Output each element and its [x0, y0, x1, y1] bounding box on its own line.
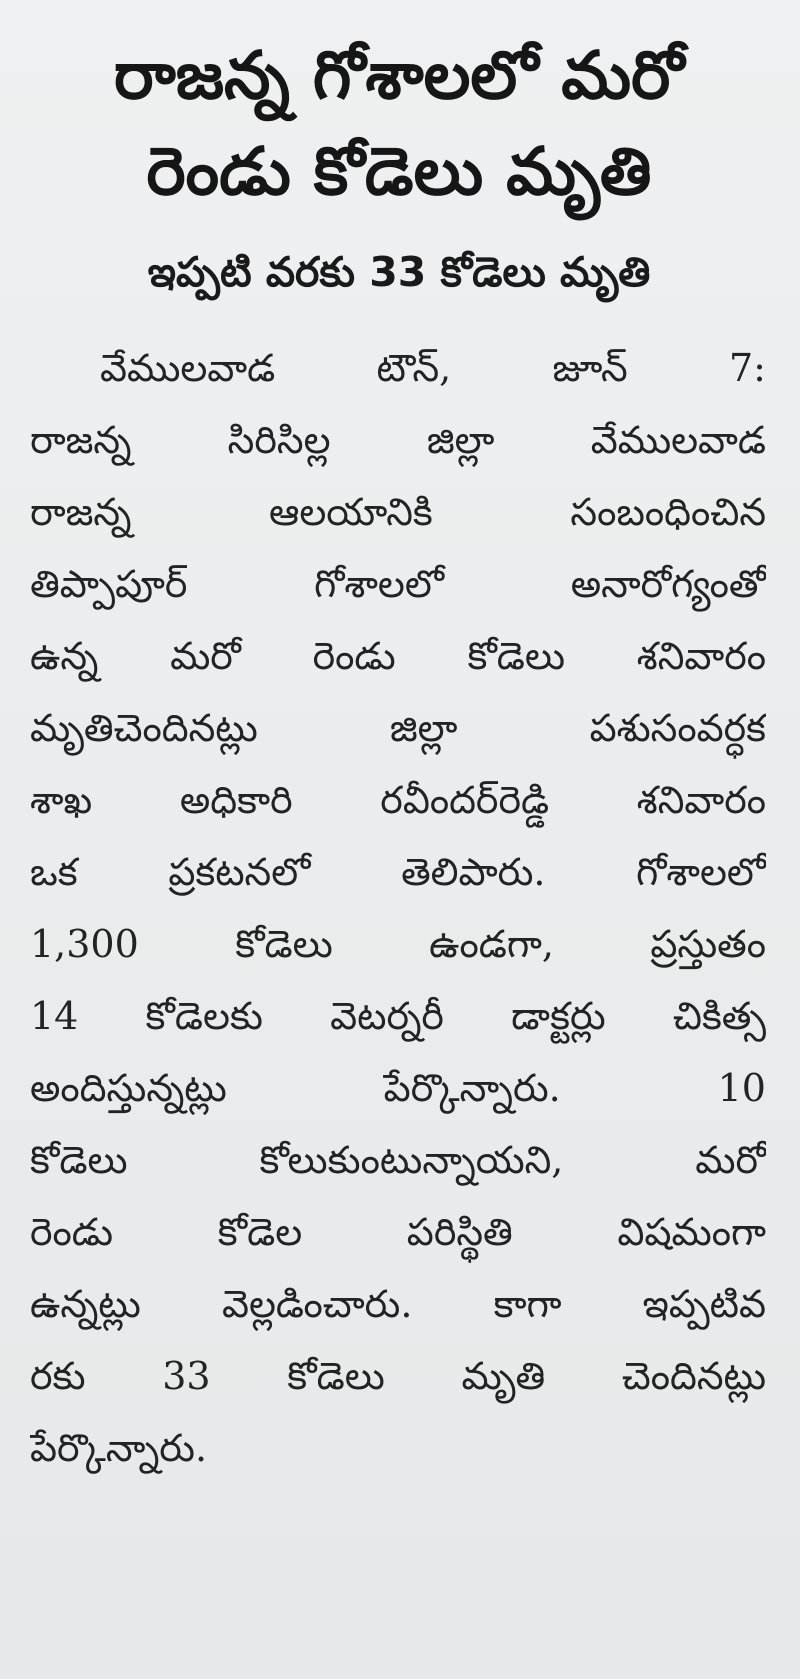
- headline: [24, 28, 774, 220]
- body-line: రాజన్న సిరిసిల్ల జిల్లా వేములవాడ: [30, 418, 766, 462]
- body-line: రకు 33 కోడెలు మృతి చెందినట్లు: [30, 1354, 766, 1398]
- body-line: పేర్కొన్నారు.: [30, 1426, 208, 1470]
- body-line: 1,300 కోడెలు ఉండగా, ప్రస్తుతం: [30, 922, 766, 966]
- body-line: తిప్పాపూర్ గోశాలలో అనారోగ్యంతో: [30, 562, 766, 606]
- subheadline: ఇప్పటి వరకు 33 కోడెలు మృతి: [147, 248, 651, 296]
- body-line: ఒక ప్రకటనలో తెలిపారు. గోశాలలో: [30, 850, 766, 894]
- body-line: రాజన్న ఆలయానికి సంబంధించిన: [30, 490, 766, 534]
- article-body: [24, 332, 774, 1484]
- body-line: 14 కోడెలకు వెటర్నరీ డాక్టర్లు చికిత్స: [30, 994, 766, 1038]
- dateline: వేములవాడ టౌన్, జూన్ 7:: [100, 346, 766, 390]
- body-line: కోడెలు కోలుకుంటున్నాయని, మరో: [30, 1138, 766, 1182]
- body-line: ఉన్నట్లు వెల్లడించారు. కాగా ఇప్పటివ: [30, 1282, 766, 1326]
- body-line: అందిస్తున్నట్లు పేర్కొన్నారు. 10: [30, 1066, 766, 1110]
- body-line: రెండు కోడెల పరిస్థితి విషమంగా: [30, 1210, 766, 1254]
- body-line: ఉన్న మరో రెండు కోడెలు శనివారం: [30, 634, 766, 678]
- headline-line-2: రెండు కోడెలు మృతి: [146, 133, 652, 210]
- headline-line-1: రాజన్న గోశాలలో మరో: [113, 37, 685, 114]
- body-line: మృతిచెందినట్లు జిల్లా పశుసంవర్ధక: [30, 706, 766, 750]
- body-line: శాఖ అధికారి రవీందర్‌రెడ్డి శనివారం: [30, 778, 766, 822]
